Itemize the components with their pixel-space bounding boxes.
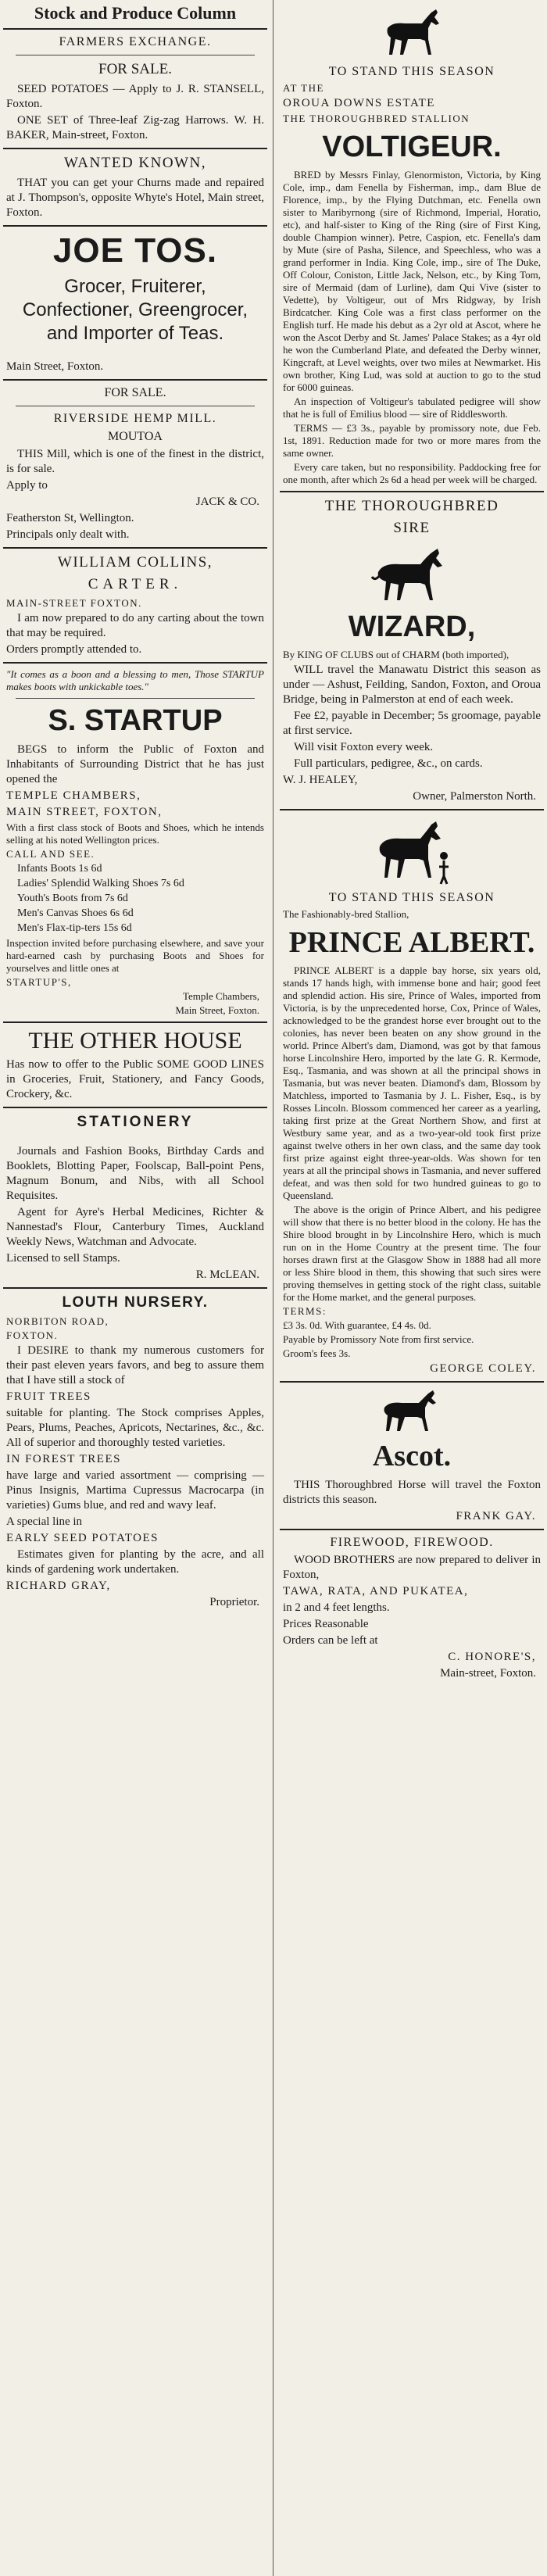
ad-text: Fee £2, payable in December; 5s groomage, payable at first service. <box>283 710 541 737</box>
price-item: Men's Flax-tip-ters 15s 6d <box>17 922 132 934</box>
ad-subtitle: FRUIT TREES <box>6 1390 91 1403</box>
divider <box>3 28 267 30</box>
ad-text: Orders promptly attended to. <box>6 643 142 656</box>
wanted-known-ad <box>0 154 270 220</box>
ad-title: THE OTHER HOUSE <box>28 1028 242 1054</box>
divider <box>16 698 255 699</box>
voltigeur-ad <box>277 5 547 486</box>
horse-icon <box>377 5 447 59</box>
ad-title: PRINCE ALBERT. <box>288 926 535 959</box>
ad-title: FARMERS EXCHANGE. <box>59 35 212 48</box>
ad-signature: R. McLEAN. <box>195 1268 259 1281</box>
horse-icon <box>369 815 455 886</box>
ad-address: NORBITON ROAD, <box>6 1315 109 1327</box>
ad-subtitle: TAWA, RATA, AND PUKATEA, <box>283 1585 469 1597</box>
startup-ad <box>0 668 270 1017</box>
ad-text: AT THE <box>283 82 324 94</box>
ad-quote: "It comes as a boon and a blessing to men, Those STARTUP makes boots with unkickable toes." <box>6 668 264 692</box>
ad-subtitle: TEMPLE CHAMBERS, <box>6 789 141 802</box>
ad-subtitle: TO STAND THIS SEASON <box>328 65 495 78</box>
price-item: Men's Canvas Shoes 6s 6d <box>17 907 134 919</box>
ad-title: WIZARD, <box>348 610 476 643</box>
ad-text: Every care taken, but no responsibility. Paddocking free for one month, after which 2s 6d a head per week will be charged. <box>283 461 541 485</box>
divider <box>3 1107 267 1108</box>
ad-text: With a first class stock of Boots and Shoes, which he intends selling at his noted Wellington prices. <box>6 821 264 846</box>
divider <box>280 809 544 810</box>
ad-title: LOUTH NURSERY. <box>62 1294 209 1311</box>
ad-signature: GEORGE COLEY. <box>430 1362 536 1375</box>
horse-icon <box>369 542 455 605</box>
ad-text: Apply to <box>6 479 48 492</box>
ad-title: WANTED KNOWN, <box>63 155 207 171</box>
right-column <box>277 0 547 2576</box>
ad-agent: JACK & CO. <box>195 496 259 508</box>
ad-signature: Owner, Palmerston North. <box>413 790 536 803</box>
divider <box>3 662 267 664</box>
ad-text: Orders can be left at <box>283 1634 378 1647</box>
ad-signature: Main-street, Foxton. <box>440 1667 536 1680</box>
ad-text: BEGS to inform the Public of Foxton and Inhabitants of Surrounding District that he has just opened the <box>6 743 264 785</box>
collins-ad <box>0 553 270 657</box>
ad-text: I DESIRE to thank my numerous customers for their past eleven years favors, and beg to assure them that I have still a stock of <box>6 1344 264 1386</box>
farmers-exchange-ad <box>0 34 270 143</box>
column-header: Stock and Produce Column <box>34 3 237 23</box>
ad-signature: W. J. HEALEY, <box>283 774 358 786</box>
ad-text: Will visit Foxton every week. <box>294 741 434 753</box>
ad-title: FIREWOOD, FIREWOOD. <box>330 1536 494 1549</box>
ad-address: Featherston St, Wellington. <box>6 512 134 524</box>
ad-text: Grocer, Fruiterer, Confectioner, Greengrocer, and Importer of Teas. <box>22 276 248 344</box>
ad-subtitle: IN FOREST TREES <box>6 1453 121 1465</box>
ad-text: PRINCE ALBERT is a dapple bay horse, six years old, stands 17 hands high, with immense bone and hair; good feet and splendid action. His sire, Prince of Wales, imported from Victoria, is by the unprecedented horse, Cox, Prince of Wales, acknowledged to be the grandest horse ever brought out to the colonies, has never been beaten on any show ground in the world. Prince Albert's dam, Diamond, was got by that famous horse Lincolnshire Hero, imported by the late G. R. Kermode, Esq., Tasmania, and was shown at all the principal shows in Tasmania, but was never beaten. Diamond's dam, Blossom by Matchless, imported to Tasmania by J. L. Fisher, Esq., is by Rosses Lincoln. Blossom commenced her career as a yearling, taking first prize at the Great Northern Show, and first at Westbury same year, and as a two-year-old took first prize against twelve others in her own class, and the same day took first prize against eight three-year-olds. Was shown for ten years at all the principal shows in Tasmania, and never suffered defeat, and was then sold for two hundred guineas to go to Queensland. <box>283 964 541 1201</box>
ad-signature: Temple Chambers, <box>182 990 259 1002</box>
ad-place: MOUTOA <box>108 430 163 443</box>
ad-text: BRED by Messrs Finlay, Glenormiston, Victoria, by King Cole, imp., dam Fenella by Fisherman, imp., dam Blue de Florence, imp., by the Flying Dutchman, etc. Fenella own sister to Maribyrnong (sire of Richmond, Imperial, Horatio, etc), and half-sister to King of the Ring (sire of First King, double Champion winner). Petre, Caspion, etc. Fenella's dam by Mute (sire of Pasha, Silence, and Speechless, who was a grand performer in India. King Cole, imp., sire of The Duke, Off Colour, Coniston, Little Jack, Nelson, etc., by King Tom, sire of Mermaid (dam of Lurline), dam Qui Vive (sister to Vedette), by Voltigeur, out of Mrs Ridgway, by Irish Birdcatcher. King Cole was a first class performer on the English turf. He made his debut as a 2yr old at Ascot, where he won the Ascot Derby and St. James' Palace Stakes; as a 4yr old he won the Cumberland Plate, and defeated the Derby winner, Kingcraft, at Level weights, over two miles at Newmarket. His own brother, King Lud, was sold at auction to go to the stud for 6000 guineas. <box>283 169 541 393</box>
ad-address: MAIN STREET, FOXTON, <box>6 806 163 818</box>
ad-text: Agent for Ayre's Herbal Medicines, Richter & Nannestad's Flour, Canterbury Times, Auckland Weekly News, Watchman and Advocate. <box>6 1206 264 1248</box>
ad-text: THAT you can get your Churns made and repaired at J. Thompson's, opposite Whyte's Hotel, Main street, Foxton. <box>6 177 264 219</box>
ad-subtitle: OROUA DOWNS ESTATE <box>283 97 435 109</box>
stationery-ad <box>0 1113 270 1283</box>
ad-text: £3 3s. 0d. With guarantee, £4 4s. 0d. <box>283 1319 431 1331</box>
ad-signature: Proprietor. <box>209 1596 259 1608</box>
price-item: Infants Boots 1s 6d <box>17 863 102 875</box>
left-column <box>0 0 270 2576</box>
ad-subtitle: CALL AND SEE. <box>6 848 95 860</box>
ad-text: Prices Reasonable <box>283 1618 369 1630</box>
ad-text: By KING OF CLUBS out of CHARM (both imported), <box>283 649 509 660</box>
ad-text: Estimates given for planting by the acre, and all kinds of gardening work undertaken. <box>6 1548 264 1576</box>
ad-subtitle: SIRE <box>393 520 431 536</box>
ad-title: RIVERSIDE HEMP MILL. <box>53 412 217 425</box>
divider <box>280 1529 544 1530</box>
ad-text: Groom's fees 3s. <box>283 1347 351 1359</box>
ad-title: Ascot. <box>372 1440 452 1472</box>
ad-subtitle: FOR SALE. <box>98 61 172 77</box>
divider <box>3 148 267 149</box>
ad-text: ONE SET of Three-leaf Zig-zag Harrows. W. H. BAKER, Main-street, Foxton. <box>6 114 264 141</box>
louth-nursery-ad <box>0 1293 270 1610</box>
divider <box>280 491 544 492</box>
ad-title: VOLTIGEUR. <box>322 131 502 163</box>
ad-address: Main Street, Foxton. <box>6 360 104 373</box>
wizard-ad <box>277 497 547 804</box>
ad-text: TERMS — £3 3s., payable by promissory note, due Feb. 1st, 1891. Reduction made for two or more mares from the same owner. <box>283 422 541 459</box>
prince-albert-ad <box>277 815 547 1376</box>
ad-subtitle: THE THOROUGHBRED <box>324 498 499 514</box>
ad-signature: STARTUP'S, <box>6 976 72 988</box>
ad-subtitle: FOR SALE. <box>104 386 166 399</box>
ad-subtitle: CARTER. <box>88 576 183 592</box>
hemp-mill-ad <box>0 385 270 542</box>
divider <box>280 1381 544 1383</box>
ad-text: Has now to offer to the Public SOME GOOD LINES in Groceries, Fruit, Stationery, and Fancy Goods, Crockery, &c. <box>6 1058 264 1100</box>
ad-text: THIS Mill, which is one of the finest in the district, is for sale. <box>6 448 264 475</box>
ad-signature: C. HONORE'S, <box>448 1651 536 1663</box>
ad-text: Licensed to sell Stamps. <box>6 1252 120 1265</box>
firewood-ad <box>277 1535 547 1681</box>
ad-text: Payable by Promissory Note from first service. <box>283 1333 474 1345</box>
ad-title: WILLIAM COLLINS, <box>57 554 213 571</box>
ad-text: THE THOROUGHBRED STALLION <box>283 113 470 124</box>
divider <box>3 547 267 549</box>
ad-title: S. STARTUP <box>48 704 223 737</box>
ad-signature: Main Street, Foxton. <box>175 1004 259 1016</box>
divider <box>3 379 267 381</box>
ad-text: Inspection invited before purchasing elsewhere, and save your hard-earned cash by purchasing Boots and Shoes for yourselves and little ones at <box>6 937 264 974</box>
ad-signature: FRANK GAY. <box>456 1510 536 1522</box>
ad-signature: RICHARD GRAY, <box>6 1580 111 1592</box>
ad-subtitle: EARLY SEED POTATOES <box>6 1532 159 1544</box>
column-divider <box>273 0 274 2576</box>
ascot-ad <box>277 1387 547 1524</box>
price-item: Youth's Boots from 7s 6d <box>17 893 128 904</box>
ad-text: THIS Thoroughbred Horse will travel the Foxton districts this season. <box>283 1479 541 1506</box>
ad-text: Journals and Fashion Books, Birthday Cards and Booklets, Blotting Paper, Foolscap, Ball-point Pens, Magnum Bonum, and Nibs, with all School Requisites. <box>6 1145 264 1202</box>
ad-title: STATIONERY <box>77 1114 194 1130</box>
ad-text: An inspection of Voltigeur's tabulated pedigree will show that he is full of Emilius blood — sire of Riddlesworth. <box>283 395 541 420</box>
other-house-ad <box>0 1028 270 1102</box>
joe-tos-ad <box>0 231 270 374</box>
ad-subtitle: TO STAND THIS SEASON <box>328 891 495 904</box>
ad-text: The above is the origin of Prince Albert, and his pedigree will show that there is no better blood in the colony. He has the Shire blood brought in by Lincolnshire Hero, which is much run on in the Home Country at the present time. The four horses drawn first at the Glasgow Show in 1888 had all more or less Shire blood in them, this showing that such sires were proving themselves in getting stock of the right class, suitable for the Home market, and the general purposes. <box>283 1204 541 1303</box>
ad-text: Full particulars, pedigree, &c., on cards. <box>294 757 483 770</box>
divider <box>3 1021 267 1023</box>
ad-text: have large and varied assortment — comprising — Pinus Insignis, Martima Cupressus Macrocarpa (in varieties) Gums blue, and red and wavy leaf. <box>6 1469 264 1512</box>
ad-title: JOE TOS. <box>52 231 218 270</box>
divider <box>3 1287 267 1289</box>
ad-text: WOOD BROTHERS are now prepared to deliver in Foxton, <box>283 1554 541 1581</box>
ad-text: A special line in <box>6 1515 83 1528</box>
ad-text: suitable for planting. The Stock comprises Apples, Pears, Plums, Peaches, Apricots, Nectarines, &c., &c. All of superior and thoroughly tested varieties. <box>6 1407 264 1449</box>
price-item: Ladies' Splendid Walking Shoes 7s 6d <box>17 878 184 889</box>
ad-text: I am now prepared to do any carting about the town that may be required. <box>6 612 264 639</box>
ad-subtitle: TERMS: <box>283 1305 327 1317</box>
ad-address: MAIN-STREET FOXTON. <box>6 597 142 609</box>
ad-text: WILL travel the Manawatu District this season as under — Ashust, Feilding, Sandon, Foxton, and Oroua Bridge, being in Palmerston at end of each week. <box>283 664 541 706</box>
divider <box>3 225 267 227</box>
ad-address: FOXTON. <box>6 1329 59 1341</box>
horse-icon <box>377 1387 447 1434</box>
ad-text: SEED POTATOES — Apply to J. R. STANSELL, Foxton. <box>6 83 264 110</box>
ad-text: The Fashionably-bred Stallion, <box>283 908 409 920</box>
ad-text: Principals only dealt with. <box>6 528 130 541</box>
ad-text: in 2 and 4 feet lengths. <box>283 1601 390 1614</box>
